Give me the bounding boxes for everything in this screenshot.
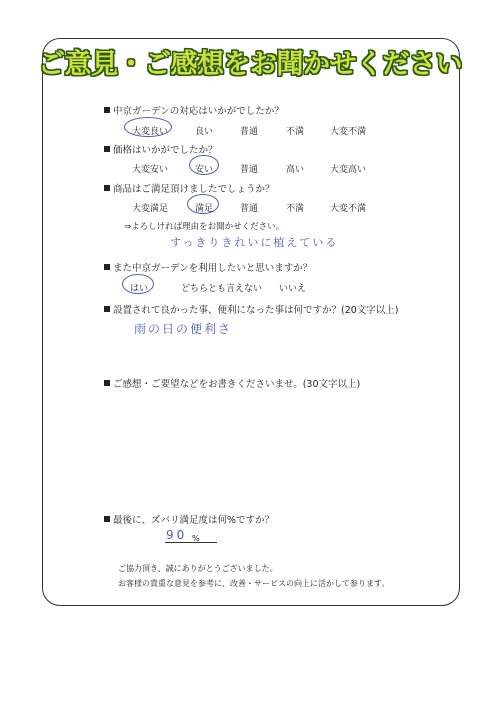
question-2 (104, 142, 218, 156)
q1-option-3: 普通 (240, 127, 259, 137)
q2-option-5: 大変高い (330, 165, 367, 175)
question-5-label: 設置されて良かった事、便利になった事は何ですか？(20文字以上) (113, 305, 399, 316)
q2-option-4: 高い (286, 165, 305, 175)
q5-answer-handwriting: 雨の日の便利さ (134, 322, 233, 336)
question-3 (104, 181, 275, 195)
q4-option-2: どちらとも言えない (181, 284, 263, 294)
q1-option-5: 大変不満 (330, 127, 367, 137)
q2-option-2: 安い (195, 165, 214, 175)
q3-reason-prompt: ⇒よろしければ理由をお聞かせください。 (124, 222, 285, 232)
bullet-square-icon (104, 306, 110, 312)
bullet-square-icon (104, 380, 110, 386)
question-3-label: 商品はご満足頂けましたでしょうか？ (113, 184, 275, 195)
q7-answer-underline (165, 542, 217, 543)
question-5 (104, 302, 399, 316)
q1-option-4: 不満 (286, 127, 305, 137)
question-4-label: また中京ガーデンを利用したいと思いますか？ (113, 263, 313, 274)
question-6-label: ご感想・ご要望などをお書きくださいませ。(30文字以上) (113, 379, 361, 390)
q1-option-1: 大変良い (132, 127, 169, 137)
footer-note: お客様の貴重な意見を参考に、改善・サービスの向上に活かして参ります。 (118, 579, 390, 588)
q2-option-1: 大変安い (132, 165, 169, 175)
q4-option-1: はい (130, 284, 149, 294)
q4-answer-circle (122, 274, 154, 294)
q3-option-2: 満足 (195, 204, 214, 214)
q7-answer-handwriting: 90 (166, 528, 188, 542)
bullet-square-icon (104, 516, 110, 522)
q4-option-3: いいえ (279, 284, 307, 294)
question-1 (104, 103, 284, 117)
question-1-label: 中京ガーデンの対応はいかがでしたか？ (113, 106, 284, 117)
footer-thanks: ご協力頂き、誠にありがとうございました。 (118, 564, 278, 573)
q2-option-3: 普通 (240, 165, 259, 175)
question-6 (104, 376, 360, 390)
question-4 (104, 260, 312, 274)
q3-option-4: 不満 (286, 204, 305, 214)
form-title: ご意見・ご感想をお聞かせください (38, 49, 462, 80)
q1-answer-circle (124, 117, 172, 137)
bullet-square-icon (104, 264, 110, 270)
q3-option-3: 普通 (240, 204, 259, 214)
question-7-label: 最後に、ズバリ満足度は何%ですか？ (113, 515, 275, 526)
bullet-square-icon (104, 146, 110, 152)
q1-option-2: 良い (195, 127, 214, 137)
q3-option-5: 大変不満 (330, 204, 367, 214)
q3-reason-handwriting: すっきりきれいに植えている (170, 236, 339, 249)
bullet-square-icon (104, 185, 110, 191)
question-7 (104, 512, 274, 526)
percent-unit: % (192, 534, 200, 543)
q3-option-1: 大変満足 (132, 204, 169, 214)
q2-answer-circle (189, 155, 219, 175)
question-2-label: 価格はいかがでしたか？ (113, 145, 218, 156)
q3-answer-circle (187, 194, 219, 214)
bullet-square-icon (104, 107, 110, 113)
